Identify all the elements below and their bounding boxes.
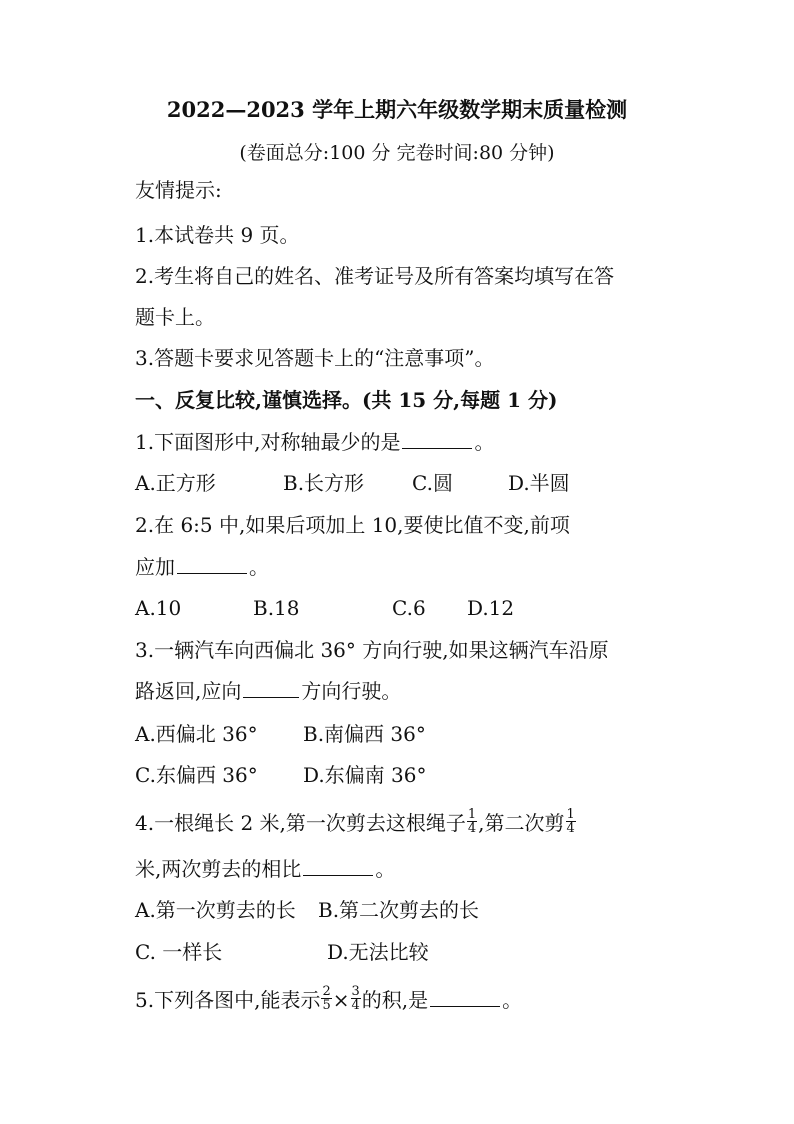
question-stem: 4.一根绳长 2 米,第一次剪去这根绳子 [135, 811, 466, 835]
question-end: 。 [375, 857, 396, 881]
option-a: A.10 [135, 596, 182, 620]
option-a: A.正方形 [135, 471, 216, 495]
question-stem: 路返回,应向 [135, 679, 242, 703]
option-a: A.西偏北 36° [135, 722, 258, 746]
times-sign: × [332, 988, 350, 1012]
fraction-numerator: 1 [566, 807, 575, 822]
tip-item: 3.答题卡要求见答题卡上的“注意事项”。 [135, 346, 495, 370]
question-4 [135, 809, 577, 838]
question-1 [135, 428, 494, 456]
question-stem: 米,两次剪去的相比 [135, 857, 302, 881]
question-stem-end: 方向行驶。 [301, 679, 402, 703]
option-b: B.第二次剪去的长 [318, 898, 480, 922]
question-2-continued [135, 553, 269, 581]
option-c: C.东偏西 36° [135, 763, 258, 787]
option-d: D.12 [467, 596, 515, 620]
answer-blank [430, 986, 500, 1007]
question-5 [135, 986, 522, 1015]
fraction [467, 808, 477, 835]
fraction-denominator: 4 [351, 998, 360, 1013]
fraction-denominator: 5 [322, 998, 331, 1013]
fraction-numerator: 3 [351, 984, 360, 999]
option-b: B.南偏西 36° [303, 722, 426, 746]
question-2: 2.在 6:5 中,如果后项加上 10,要使比值不变,前项 [135, 513, 570, 537]
fraction-numerator: 2 [322, 984, 331, 999]
answer-blank [303, 855, 373, 876]
question-end: 。 [502, 988, 523, 1012]
question-end: 。 [474, 430, 495, 454]
tip-item: 2.考生将自己的姓名、准考证号及所有答案均填写在答 [135, 264, 615, 288]
exam-info: (卷面总分:100 分 完卷时间:80 分钟) [239, 142, 555, 164]
option-b: B.18 [253, 596, 300, 620]
tips-heading: 友情提示: [135, 178, 222, 202]
question-3-continued [135, 677, 401, 705]
question-stem-end: 的积,是 [361, 988, 429, 1012]
question-3: 3.一辆汽车向西偏北 36° 方向行驶,如果这辆汽车沿原 [135, 638, 609, 662]
fraction [321, 985, 331, 1012]
question-stem: 应加 [135, 555, 175, 579]
fraction-denominator: 4 [467, 821, 477, 836]
section-heading: 一、反复比较,谨慎选择。(共 15 分,每题 1 分) [135, 388, 558, 412]
option-d: D.半圆 [508, 471, 570, 495]
option-d: D.东偏南 36° [303, 763, 427, 787]
option-a: A.第一次剪去的长 [135, 898, 296, 922]
option-c: C. 一样长 [135, 940, 223, 964]
fraction [351, 985, 361, 1012]
option-b: B.长方形 [283, 471, 365, 495]
option-c: C.6 [392, 596, 426, 620]
answer-blank [177, 553, 247, 574]
answer-blank [243, 677, 299, 698]
fraction-numerator: 1 [467, 807, 477, 822]
question-end: 。 [249, 555, 269, 579]
option-d: D.无法比较 [327, 940, 429, 964]
question-stem: 1.下面图形中,对称轴最少的是 [135, 430, 401, 454]
tip-item: 1.本试卷共 9 页。 [135, 223, 300, 247]
question-stem: 5.下列各图中,能表示 [135, 988, 321, 1012]
question-stem-middle: ,第二次剪 [478, 811, 565, 835]
answer-blank [402, 428, 472, 449]
tip-item-continued: 题卡上。 [135, 305, 215, 329]
page-title: 2022—2023 学年上期六年级数学期末质量检测 [166, 97, 628, 122]
question-4-continued [135, 855, 395, 883]
fraction-denominator: 4 [566, 821, 575, 836]
fraction [566, 808, 576, 835]
option-c: C.圆 [412, 471, 453, 495]
